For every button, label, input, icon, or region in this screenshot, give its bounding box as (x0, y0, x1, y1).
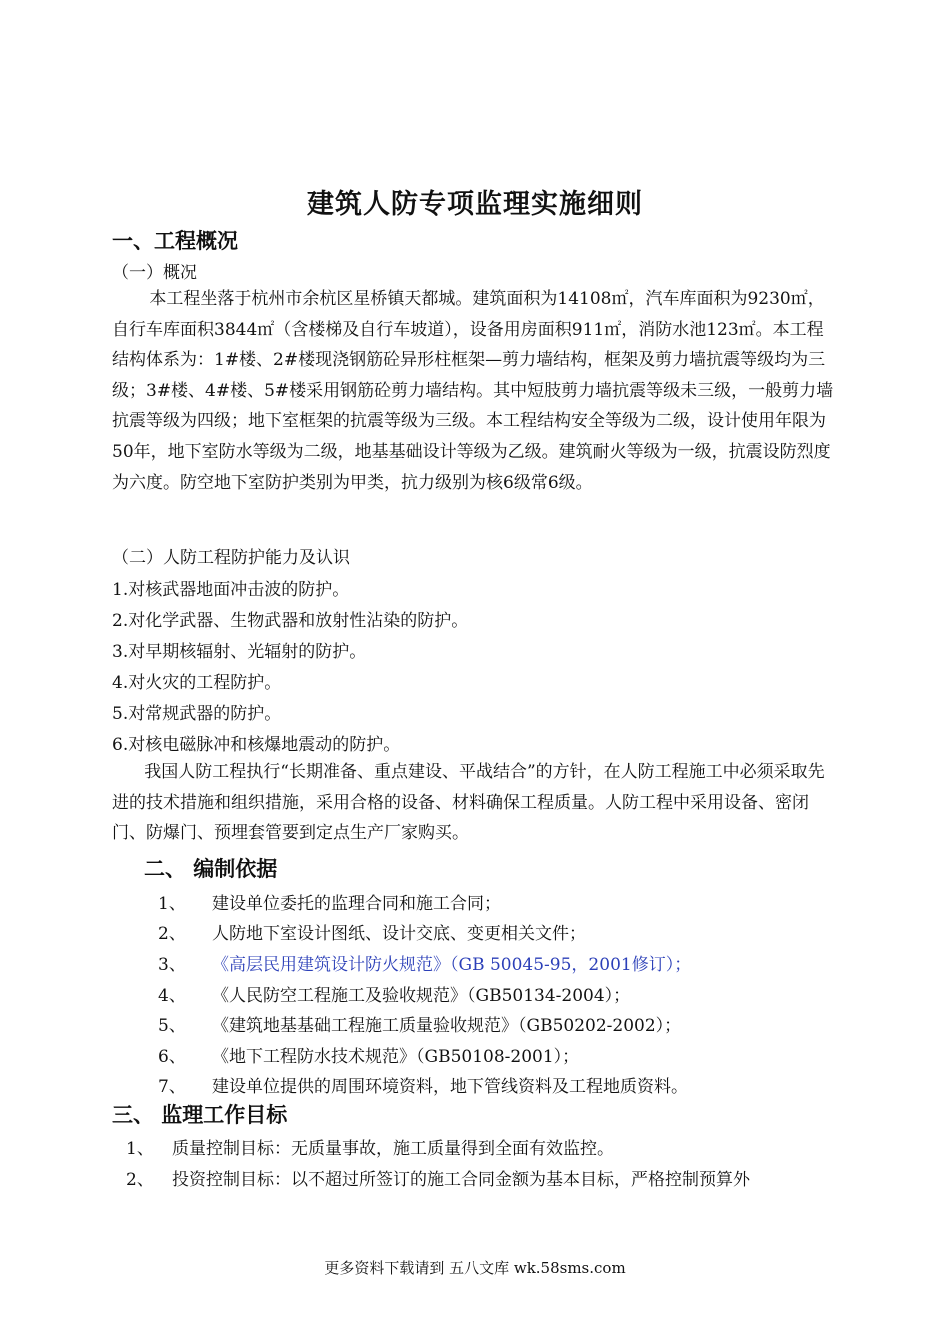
basis-item-number: 3、 (158, 955, 186, 975)
section-2-heading: 二、 编制依据 (144, 857, 278, 881)
goal-item-text: 质量控制目标：无质量事故，施工质量得到全面有效监控。 (172, 1139, 614, 1159)
section-1-subheading-protection: （二）人防工程防护能力及认识 (112, 548, 350, 568)
basis-item-number: 5、 (158, 1016, 186, 1036)
basis-item (158, 919, 586, 944)
basis-item-number: 2、 (158, 924, 186, 944)
fire-code-link[interactable]: 《高层民用建筑设计防火规范》（GB 50045-95，2001修订）； (212, 955, 692, 975)
policy-paragraph: 我国人防工程执行“长期准备、重点建设、平战结合”的方针，在人防工程施工中必须采取先进的技术措施和组织措施，采用合格的设备、材料确保工程质量。人防工程中采用设备、密闭门、防爆门、预埋套管要到定点生产厂家购买。 (112, 762, 825, 844)
basis-item-text: 《建筑地基基础工程施工质量验收规范》（GB50202-2002）； (212, 1016, 682, 1036)
document-title: 建筑人防专项监理实施细则 (307, 189, 643, 220)
project-overview-paragraph: 本工程坐落于杭州市余杭区星桥镇天都城。建筑面积为14108㎡，汽车库面积为9230㎡，自行车库面积3844㎡（含楼梯及自行车坡道），设备用房面积911㎡，消防水池123㎡。本工程结构体系为：1#楼、2#楼现浇钢筋砼异形柱框架—剪力墙结构，框架及剪力墙抗震等级均为三级；3#楼、4#楼、5#楼采用钢筋砼剪力墙结构。其中短肢剪力墙抗震等级未三级，一般剪力墙抗震等级为四级；地下室框架的抗震等级为三级。本工程结构安全等级为二级，设计使用年限为50年，地下室防水等级为二级，地基基础设计等级为乙级。建筑耐火等级为一级，抗震设防烈度为六度。防空地下室防护类别为甲类，抗力级别为核6级常6级。 (112, 289, 834, 493)
protection-item: 4.对火灾的工程防护。 (112, 673, 282, 693)
section-1-subheading-overview: （一）概况 (112, 263, 197, 283)
basis-item-number: 7、 (158, 1077, 186, 1097)
basis-item (158, 1042, 579, 1067)
basis-item-text: 《人民防空工程施工及验收规范》（GB50134-2004）； (212, 986, 631, 1006)
basis-item (158, 1011, 681, 1036)
basis-item (158, 981, 630, 1006)
basis-item-text: 建设单位提供的周围环境资料，地下管线资料及工程地质资料。 (212, 1077, 688, 1097)
basis-item-number: 1、 (158, 894, 186, 914)
basis-item (158, 889, 501, 914)
basis-item-text: 《地下工程防水技术规范》（GB50108-2001）； (212, 1047, 580, 1067)
goal-item-number: 2、 (126, 1170, 154, 1190)
goal-item (126, 1134, 614, 1159)
goal-item (126, 1165, 750, 1190)
protection-item: 3.对早期核辐射、光辐射的防护。 (112, 642, 367, 662)
section-1-heading: 一、工程概况 (112, 229, 238, 253)
protection-item: 6.对核电磁脉冲和核爆地震动的防护。 (112, 735, 401, 755)
basis-item-number: 6、 (158, 1047, 186, 1067)
section-3-heading: 三、 监理工作目标 (112, 1103, 288, 1127)
protection-item: 5.对常规武器的防护。 (112, 704, 282, 724)
protection-item: 2.对化学武器、生物武器和放射性沾染的防护。 (112, 611, 469, 631)
footer-download-note: 更多资料下载请到 五八文库 wk.58sms.com (324, 1259, 626, 1277)
goal-item-text: 投资控制目标：以不超过所签订的施工合同金额为基本目标，严格控制预算外 (172, 1170, 750, 1190)
basis-item (158, 1072, 688, 1097)
goal-item-number: 1、 (126, 1139, 154, 1159)
basis-item-number: 4、 (158, 986, 186, 1006)
protection-item: 1.对核武器地面冲击波的防护。 (112, 580, 350, 600)
basis-item-text: 人防地下室设计图纸、设计交底、变更相关文件； (212, 924, 586, 944)
basis-item (158, 950, 691, 975)
basis-item-text: 建设单位委托的监理合同和施工合同； (212, 894, 501, 914)
